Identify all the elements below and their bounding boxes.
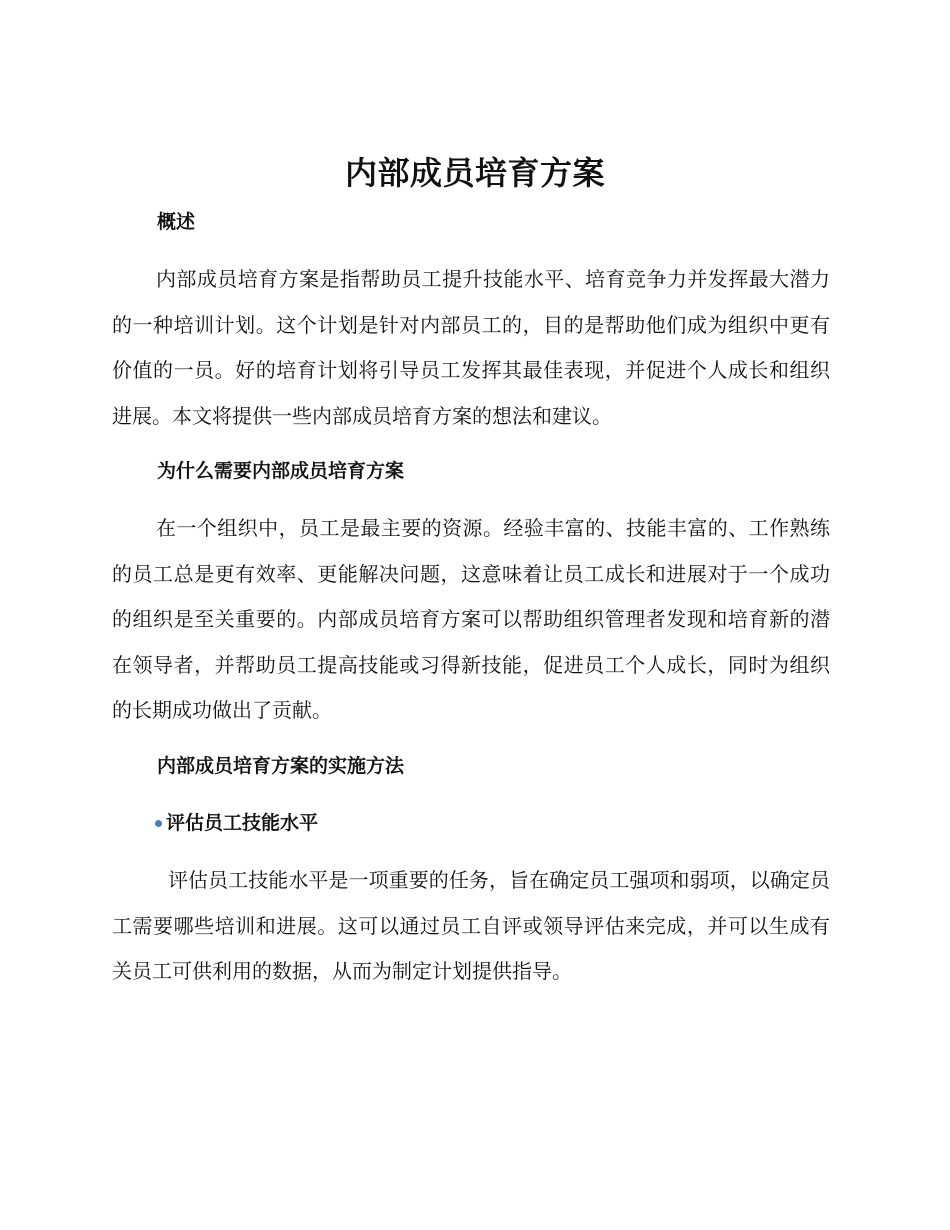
section-heading-overview: 概述: [157, 211, 196, 233]
section-heading-why: 为什么需要内部成员培育方案: [157, 460, 405, 482]
bullet-item-assess: [155, 810, 318, 836]
section-heading-methods: 内部成员培育方案的实施方法: [157, 755, 405, 777]
paragraph-why: 在一个组织中，员工是最主要的资源。经验丰富的、技能丰富的、工作熟练的员工总是更有效率、更能解决问题，这意味着让员工成长和进展对于一个成功的组织是至关重要的。内部成员培育方案可以帮助组织管理者发现和培育新的潜在领导者，并帮助员工提高技能或习得新技能，促进员工个人成长，同时为组织的长期成功做出了贡献。: [112, 516, 830, 722]
paragraph-assess: 评估员工技能水平是一项重要的任务，旨在确定员工强项和弱项，以确定员工需要哪些培训和进展。这可以通过员工自评或领导评估来完成，并可以生成有关员工可供利用的数据，从而为制定计划提供指导。: [112, 868, 830, 983]
document-title: 内部成员培育方案: [344, 154, 605, 192]
bullet-label: 评估员工技能水平: [166, 812, 319, 834]
paragraph-overview: 内部成员培育方案是指帮助员工提升技能水平、培育竞争力并发挥最大潜力的一种培训计划。这个计划是针对内部员工的，目的是帮助他们成为组织中更有价值的一员。好的培育计划将引导员工发挥其最佳表现，并促进个人成长和组织进展。本文将提供一些内部成员培育方案的想法和建议。: [112, 267, 830, 428]
bullet-dot-icon: [155, 820, 162, 827]
